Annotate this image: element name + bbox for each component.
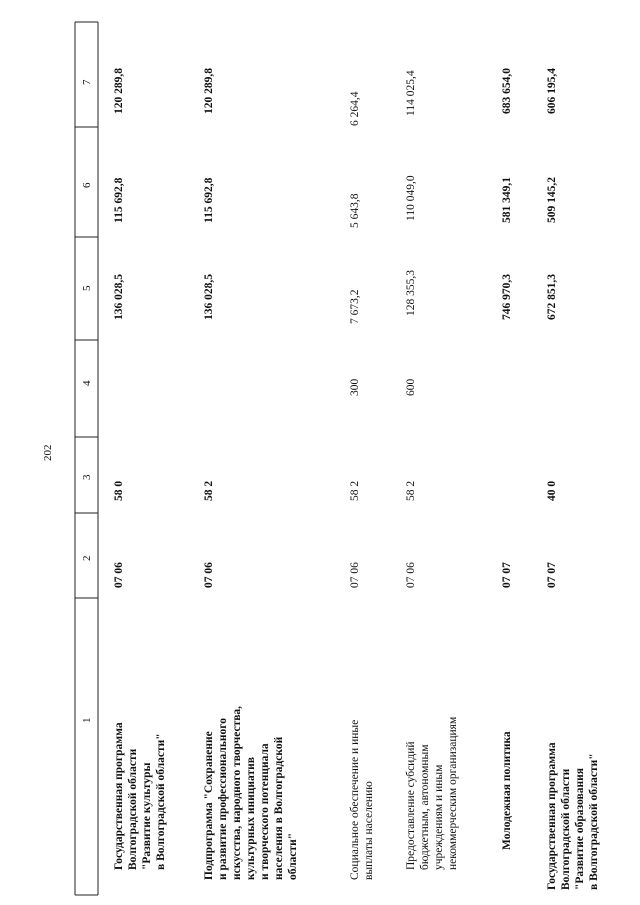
row-1-name-line: населения в Волгоградской: [273, 736, 285, 880]
row-4-c7: 683 654,0: [501, 68, 513, 114]
row-3-name-line: некоммерческим организациям: [447, 716, 459, 870]
row-4-name-line: Молодежная политика: [501, 731, 513, 850]
row-5-c3: 40 0: [546, 480, 558, 501]
row-2-name-line: Социальное обеспечение и иные: [349, 719, 361, 880]
row-1-c3: 58 2: [203, 480, 215, 501]
row-1-c2: 07 06: [203, 562, 215, 588]
row-0-name-line: Государственная программа: [113, 722, 125, 870]
row-3-name: [404, 630, 460, 870]
row-1-name-line: и развитие профессионального: [217, 718, 229, 880]
page-number: 202: [42, 444, 54, 462]
row-1-name-line: искусства, народного творчества,: [231, 705, 243, 880]
row-1-name-line: и творческого потенциала: [259, 743, 271, 880]
row-4-c2: 07 07: [501, 562, 513, 588]
header-col-5: 5: [81, 285, 93, 291]
row-3-name-line: бюджетным, автономным: [419, 744, 431, 870]
header-col-2: 2: [81, 555, 93, 561]
header-col-6: 6: [81, 182, 93, 188]
header-col-3: 3: [81, 474, 93, 480]
row-0-name-line: "Развитие культуры: [141, 762, 153, 870]
row-2-name: [348, 660, 376, 880]
row-2-c4: 300: [349, 378, 361, 396]
row-2-c6: 5 643,8: [349, 193, 361, 228]
row-3-name-line: Предоставление субсидий: [405, 741, 417, 870]
row-2-c3: 58 2: [349, 480, 361, 501]
row-1-name-line: Подпрограмма "Сохранение: [203, 731, 215, 880]
row-4-c5: 746 970,3: [501, 274, 513, 320]
row-1-c5: 136 028,5: [203, 274, 215, 320]
row-1-c7: 120 289,8: [203, 68, 215, 114]
row-5-name-line: Государственная программа: [546, 742, 558, 890]
row-3-c5: 128 355,3: [405, 270, 417, 316]
row-4-c6: 581 349,1: [501, 177, 513, 223]
row-1-c6: 115 692,8: [203, 177, 215, 223]
row-3-c6: 110 049,0: [405, 175, 417, 221]
row-4-name: [500, 690, 514, 850]
row-5-name-line: Волгоградской области: [560, 768, 572, 890]
row-3-c2: 07 06: [405, 562, 417, 588]
row-3-name-line: учреждениям и иным: [433, 764, 445, 870]
header-col-7: 7: [81, 79, 93, 85]
row-1-name-line: культурных инициатив: [245, 757, 257, 880]
row-0-name: [112, 670, 168, 870]
row-2-c5: 7 673,2: [349, 289, 361, 324]
row-0-c7: 120 289,8: [113, 68, 125, 114]
row-5-name: [545, 640, 601, 890]
row-3-c4: 600: [405, 378, 417, 396]
row-2-c7: 6 264,4: [349, 91, 361, 126]
row-3-c3: 58 2: [405, 480, 417, 501]
row-0-name-line: в Волгоградской области": [155, 733, 167, 870]
row-0-c5: 136 028,5: [113, 274, 125, 320]
row-5-c7: 606 195,4: [546, 68, 558, 114]
row-5-c2: 07 07: [546, 562, 558, 588]
header-col-1: 1: [81, 717, 93, 723]
row-0-c6: 115 692,8: [113, 177, 125, 223]
row-0-c2: 07 06: [113, 562, 125, 588]
row-5-name-line: "Развитие образования: [574, 768, 586, 890]
row-2-name-line: выплаты населению: [363, 781, 375, 880]
row-1-name-line: области": [287, 832, 299, 880]
row-5-c5: 672 851,3: [546, 274, 558, 320]
row-1-name: [202, 640, 300, 880]
header-col-4: 4: [81, 380, 93, 386]
row-2-c2: 07 06: [349, 562, 361, 588]
row-0-c3: 58 0: [113, 480, 125, 501]
row-3-c7: 114 025,4: [405, 70, 417, 116]
row-5-c6: 509 145,2: [546, 177, 558, 223]
row-0-name-line: Волгоградской области: [127, 748, 139, 870]
row-5-name-line: в Волгоградской области": [588, 753, 600, 890]
